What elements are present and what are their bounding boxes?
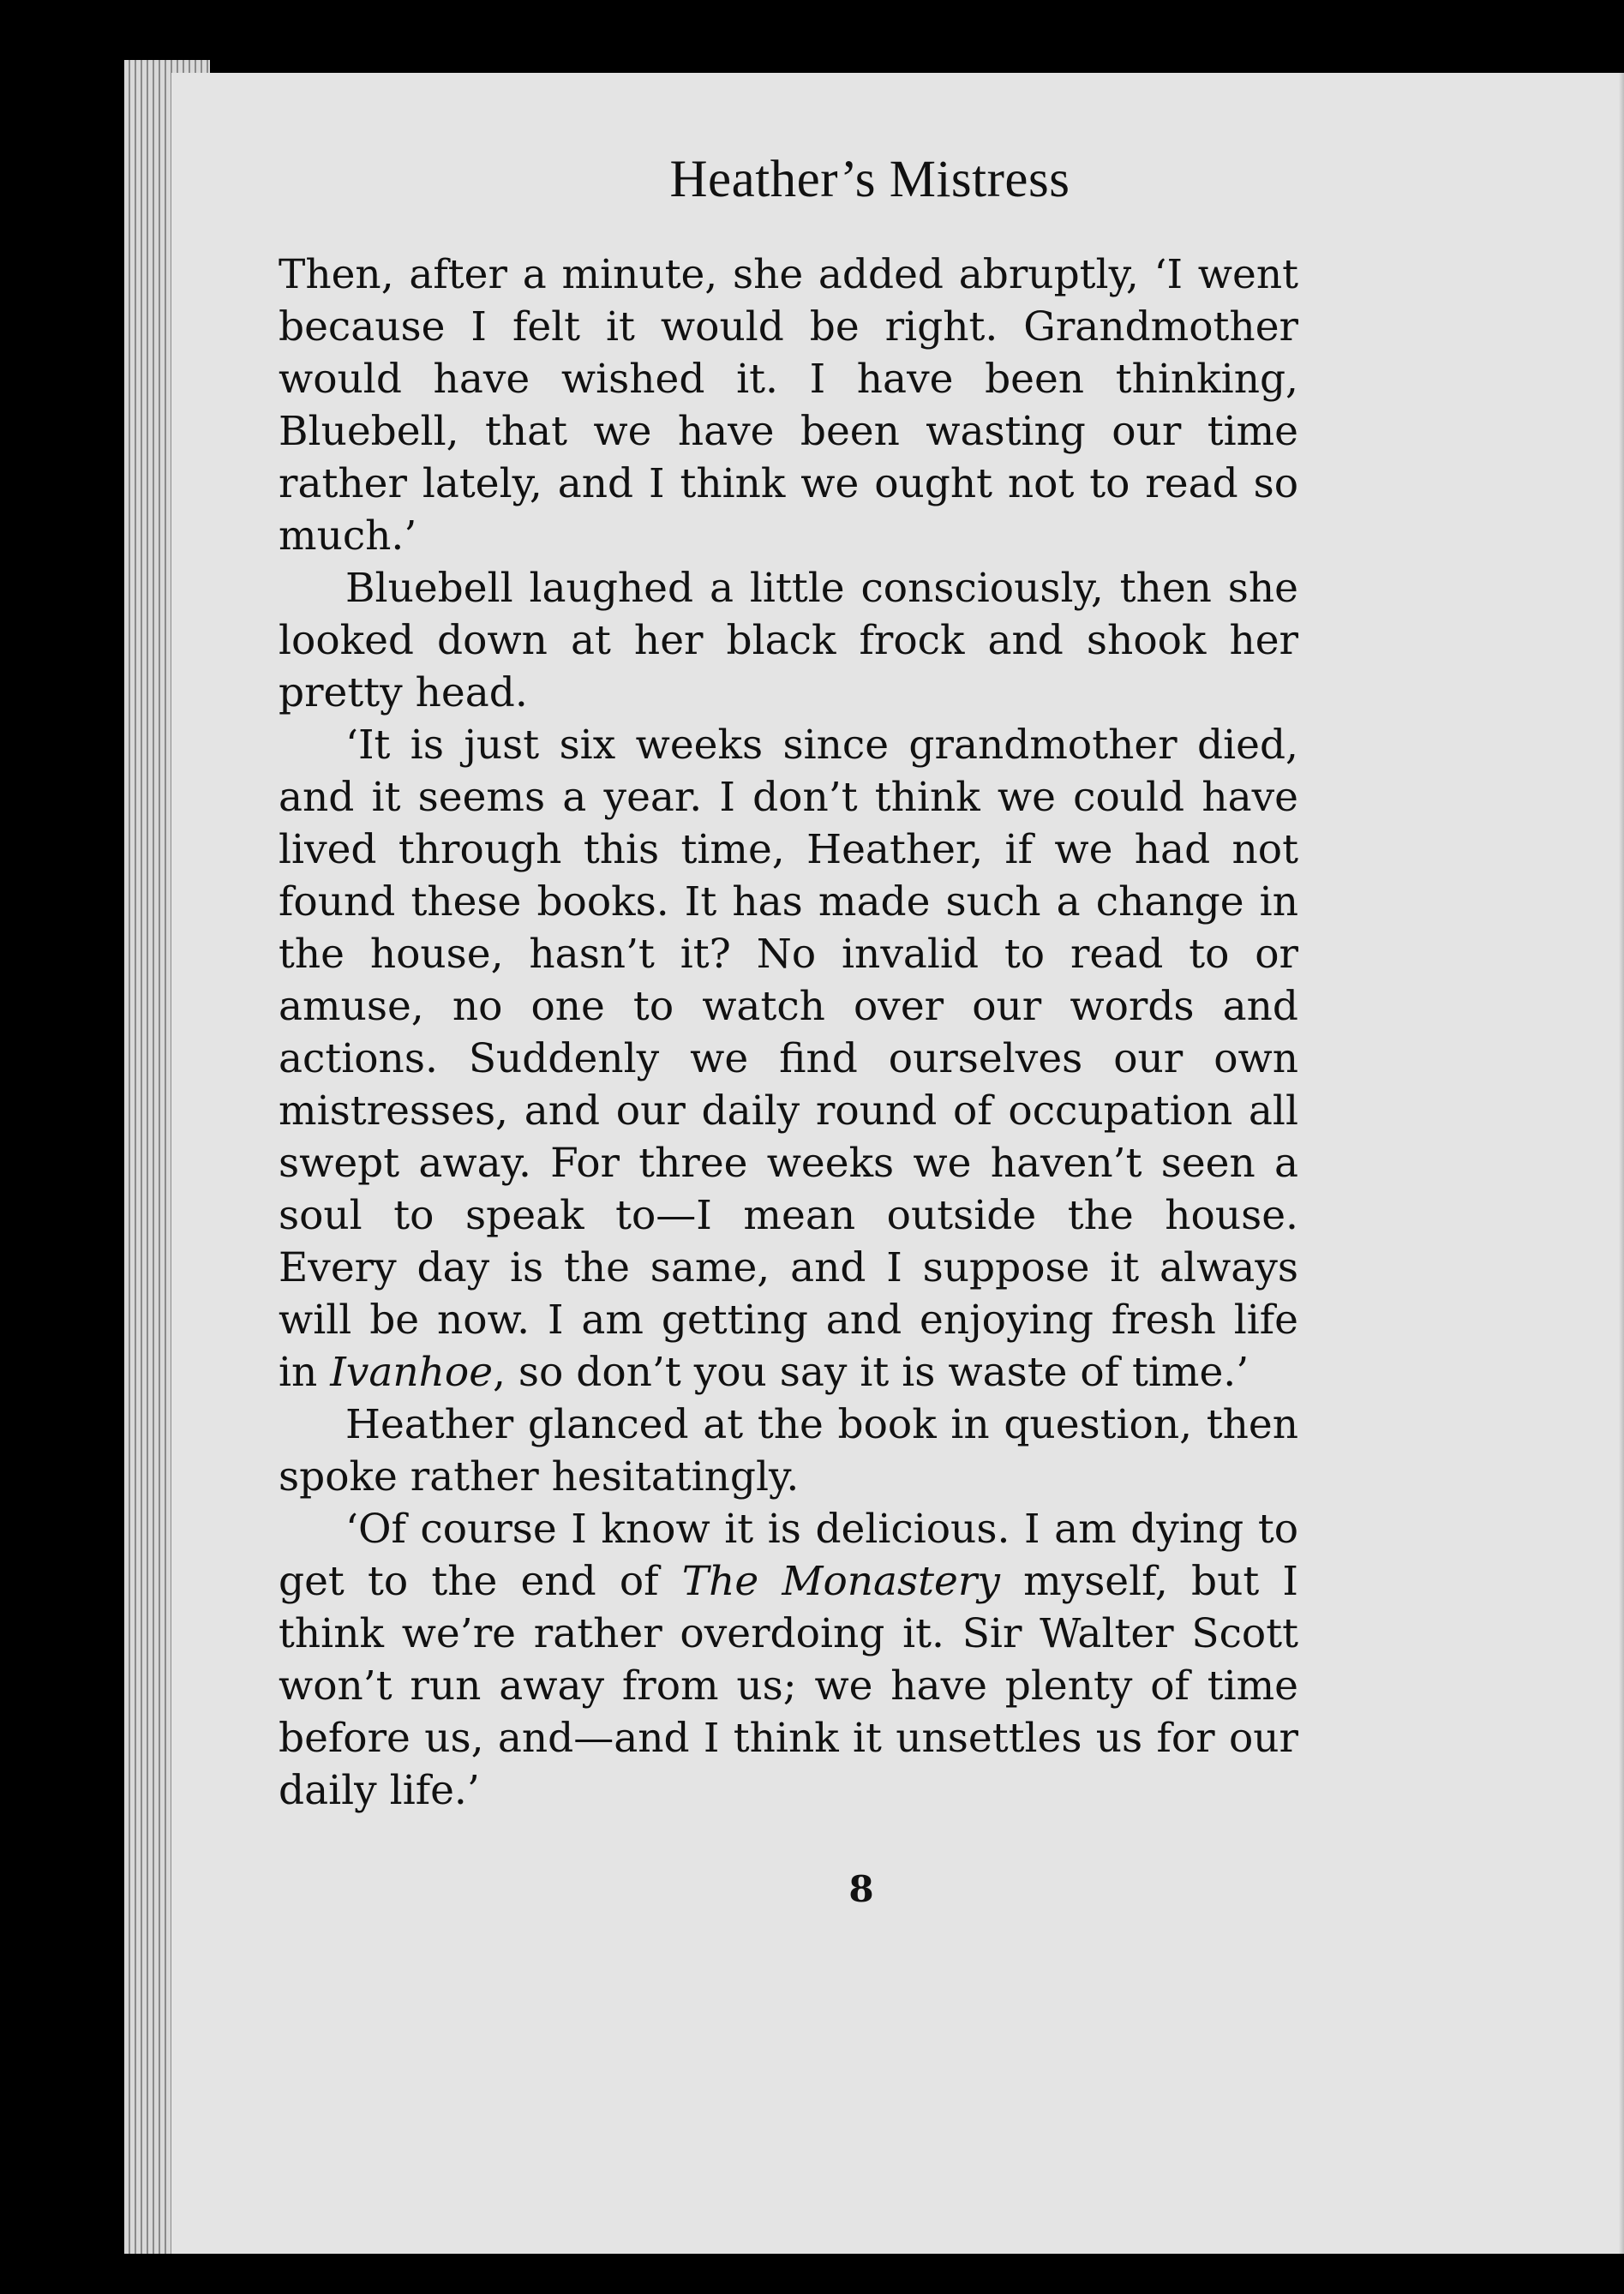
body-text [279, 249, 1298, 1817]
paragraph [279, 719, 1298, 1399]
paragraph-text: myself, but I think we’re rather overdoing it. Sir Walter Scott won’t run away from us; we have plenty of time before us, and—and I think it unsettles us for our daily life.’ [279, 1558, 1298, 1814]
paragraph: Then, after a minute, she added abruptly, ‘I went because I felt it would be right. Grandmother would have wished it. I have been thinking, Bluebell, that we have been wasting our time rather lately, and I think we ought not to read so much.’ [279, 251, 1298, 560]
book-title-italic: Ivanhoe [330, 1349, 494, 1396]
paragraph-text: ‘Of course I know it is delicious. I am dying to get to the end of [279, 1506, 1298, 1605]
book-title-italic: The Monastery [681, 1558, 1000, 1605]
page-number: 8 [848, 1868, 874, 1910]
paragraph-text: ‘It is just six weeks since grandmother died, and it seems a year. I don’t think we could have lived through this time, Heather, if we had not found these books. It has made such a change in the house, hasn’t it? No invalid to read to or amuse, no one to watch over our words and actions. Suddenly we find ourselves our own mistresses, and our daily round of occupation all swept away. For three weeks we haven’t seen a soul to speak to—I mean outside the house. Every day is the same, and I suppose it always will be now. I am getting and enjoying fresh life in [279, 722, 1298, 1396]
running-head: Heather’s Mistress [669, 151, 1070, 208]
paragraph [279, 1503, 1298, 1817]
paragraph: Bluebell laughed a little consciously, then she looked down at her black frock and shook her pretty head. [279, 565, 1298, 716]
paragraph: Heather glanced at the book in question, then spoke rather hesitatingly. [279, 1401, 1298, 1500]
paragraph-text: , so don’t you say it is waste of time.’ [493, 1349, 1249, 1396]
